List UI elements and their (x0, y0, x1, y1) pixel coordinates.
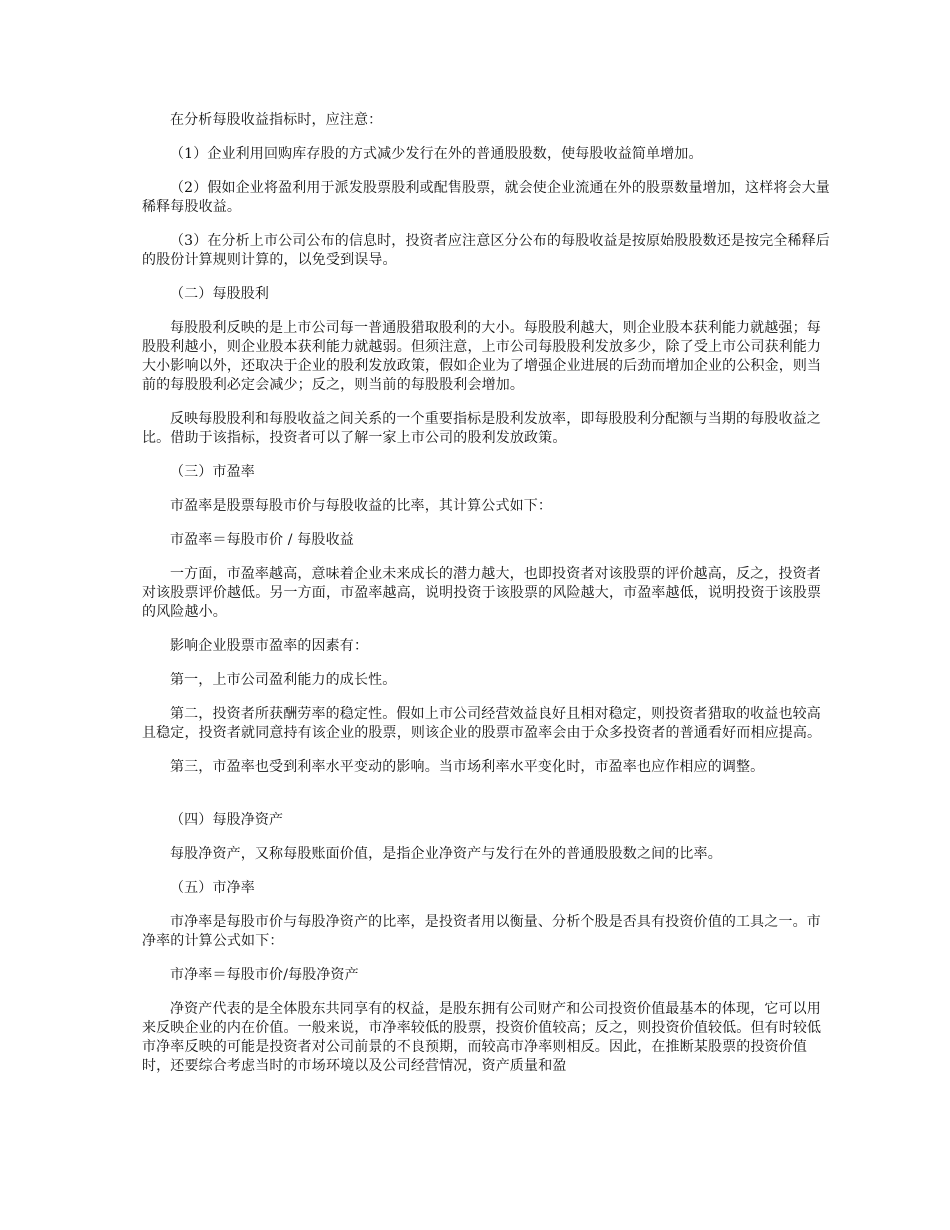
note-item-2: （2）假如企业将盈利用于派发股票股利或配售股票，就会使企业流通在外的股票数量增加，这样将会大量稀释每股收益。 (142, 180, 830, 215)
section-heading-dividend: （二）每股股利 (170, 286, 270, 302)
dividend-paragraph-2: 反映每股股利和每股收益之间关系的一个重要指标是股利发放率，即每股股利分配额与当期的每股收益之比。借助于该指标，投资者可以了解一家上市公司的股利发放政策。 (142, 411, 821, 446)
pb-explanation: 净资产代表的是全体股东共同享有的权益，是股东拥有公司财产和公司投资价值最基本的体现，它可以用来反映企业的内在价值。一般来说，市净率较低的股票，投资价值较高；反之，则投资价值较低。但有时较低市净率反映的可能是投资者对公司前景的不良预期，而较高市净率则相反。因此，在推断某股票的投资价值时，还要综合考虑当时的市场环境以及公司经营情况，资产质量和盈 (142, 1001, 822, 1074)
pe-factor-2: 第二，投资者所获酬劳率的稳定性。假如上市公司经营效益良好且相对稳定，则投资者猎取的收益也较高且稳定，投资者就同意持有该企业的股票，则该企业的股票市盈率会由于众多投资者的普通看好而相应提高。 (142, 706, 822, 741)
pe-definition: 市盈率是股票每股市价与每股收益的比率，其计算公式如下： (170, 498, 553, 514)
nav-definition: 每股净资产，又称每股账面价值，是指企业净资产与发行在外的普通股股数之间的比率。 (170, 846, 722, 862)
pb-formula: 市净率＝每股市价/每股净资产 (170, 967, 359, 983)
pe-explanation: 一方面，市盈率越高，意味着企业未来成长的潜力越大，也即投资者对该股票的评价越高，反之，投资者对该股票评价越低。另一方面，市盈率越高，说明投资于该股票的风险越大，市盈率越低，说明投资于该股票的风险越小。 (142, 566, 822, 620)
section-heading-pe-ratio: （三）市盈率 (170, 464, 255, 480)
intro-paragraph: 在分析每股收益指标时，应注意： (170, 112, 383, 128)
document-body (142, 111, 830, 1091)
pe-factor-1: 第一，上市公司盈利能力的成长性。 (170, 672, 397, 688)
section-heading-nav: （四）每股净资产 (170, 812, 284, 828)
pe-factors-intro: 影响企业股票市盈率的因素有： (170, 638, 369, 654)
dividend-paragraph-1: 每股股利反映的是上市公司每一普通股猎取股利的大小。每股股利越大，则企业股本获利能力就越强；每股股利越小，则企业股本获利能力就越弱。但须注意，上市公司每股股利发放多少，除了受上市公司获利能力大小影响以外，还取决于企业的股利发放政策，假如企业为了增强企业进展的后劲而增加企业的公积金，则当前的每股股利必定会减少；反之，则当前的每股股利会增加。 (142, 320, 822, 393)
section-heading-pb-ratio: （五）市净率 (170, 880, 255, 896)
pb-definition: 市净率是每股市价与每股净资产的比率，是投资者用以衡量、分析个股是否具有投资价值的工具之一。市净率的计算公式如下： (142, 914, 821, 949)
note-item-3: （3）在分析上市公司公布的信息时，投资者应注意区分公布的每股收益是按原始股股数还是按完全稀释后的股份计算规则计算的，以免受到误导。 (142, 233, 830, 268)
pe-factor-3: 第三，市盈率也受到利率水平变动的影响。当市场利率水平变化时，市盈率也应作相应的调整。 (170, 759, 765, 775)
pe-formula: 市盈率＝每股市价 / 每股收益 (170, 532, 354, 548)
note-item-1: （1）企业利用回购库存股的方式减少发行在外的普通股股数，使每股收益简单增加。 (170, 146, 703, 162)
